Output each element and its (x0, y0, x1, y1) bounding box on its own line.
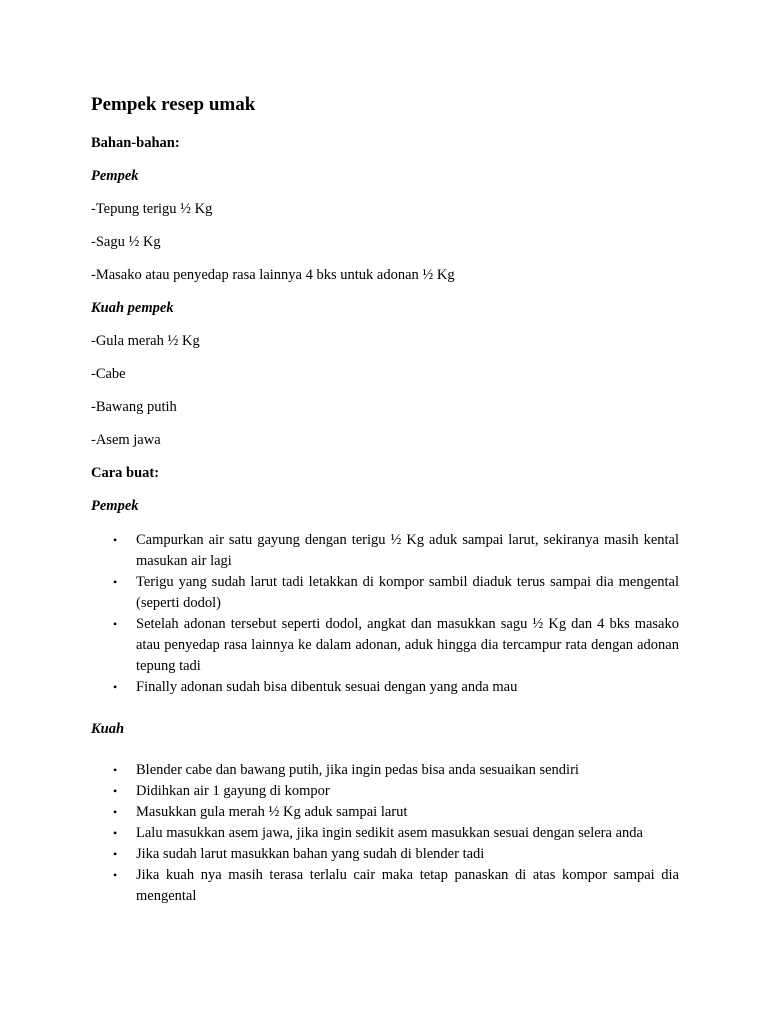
kuah-pempek-heading: Kuah pempek (91, 300, 174, 316)
step-text: Setelah adonan tersebut seperti dodol, angkat dan masukkan sagu ½ Kg dan 4 bks masako atau penyedap rasa lainnya ke dalam adonan, aduk hingga dia tercampur rata dengan adonan tepung tadi (136, 616, 679, 674)
ingredient-line: -Masako atau penyedap rasa lainnya 4 bks untuk adonan ½ Kg (91, 267, 455, 283)
bullet-icon: • (113, 868, 118, 882)
bahan-heading: Bahan-bahan: (91, 135, 180, 151)
step-text: Didihkan air 1 gayung di kompor (136, 783, 330, 799)
list-item (91, 802, 679, 823)
step-text: Blender cabe dan bawang putih, jika ingin pedas bisa anda sesuaikan sendiri (136, 762, 579, 778)
ingredient-line: -Tepung terigu ½ Kg (91, 201, 213, 217)
bullet-icon: • (113, 847, 118, 861)
bullet-icon: • (113, 575, 118, 589)
list-item (91, 614, 679, 677)
step-text: Finally adonan sudah bisa dibentuk sesuai dengan yang anda mau (136, 679, 518, 695)
ingredient-line: -Cabe (91, 366, 126, 382)
list-item (91, 760, 679, 781)
list-item (91, 823, 679, 844)
step-text: Campurkan air satu gayung dengan terigu ½ Kg aduk sampai larut, sekiranya masih kental masukan air lagi (136, 532, 679, 569)
pempek-steps-list (91, 530, 679, 698)
list-item (91, 677, 679, 698)
bullet-icon: • (113, 826, 118, 840)
step-text: Jika sudah larut masukkan bahan yang sudah di blender tadi (136, 846, 485, 862)
ingredient-line: -Sagu ½ Kg (91, 234, 161, 250)
kuah-steps-list (91, 760, 679, 907)
list-item (91, 781, 679, 802)
cara-kuah-heading: Kuah (91, 721, 125, 737)
document-body (91, 92, 679, 907)
cara-buat-heading: Cara buat: (91, 465, 160, 481)
bullet-icon: • (113, 680, 118, 694)
ingredient-line: -Gula merah ½ Kg (91, 333, 200, 349)
ingredient-line: -Asem jawa (91, 432, 161, 448)
bullet-icon: • (113, 763, 118, 777)
step-text: Jika kuah nya masih terasa terlalu cair maka tetap panaskan di atas kompor sampai dia mengental (136, 867, 679, 904)
list-item (91, 572, 679, 614)
bullet-icon: • (113, 784, 118, 798)
list-item (91, 865, 679, 907)
list-item (91, 844, 679, 865)
pempek-ingredients-heading: Pempek (91, 168, 139, 184)
bullet-icon: • (113, 617, 118, 631)
document-title: Pempek resep umak (91, 94, 256, 115)
step-text: Lalu masukkan asem jawa, jika ingin sedikit asem masukkan sesuai dengan selera anda (136, 825, 643, 841)
list-item (91, 530, 679, 572)
step-text: Masukkan gula merah ½ Kg aduk sampai larut (136, 804, 408, 820)
bullet-icon: • (113, 533, 118, 547)
ingredient-line: -Bawang putih (91, 399, 177, 415)
bullet-icon: • (113, 805, 118, 819)
step-text: Terigu yang sudah larut tadi letakkan di kompor sambil diaduk terus sampai dia mengental (seperti dodol) (136, 574, 679, 611)
cara-pempek-heading: Pempek (91, 498, 139, 514)
